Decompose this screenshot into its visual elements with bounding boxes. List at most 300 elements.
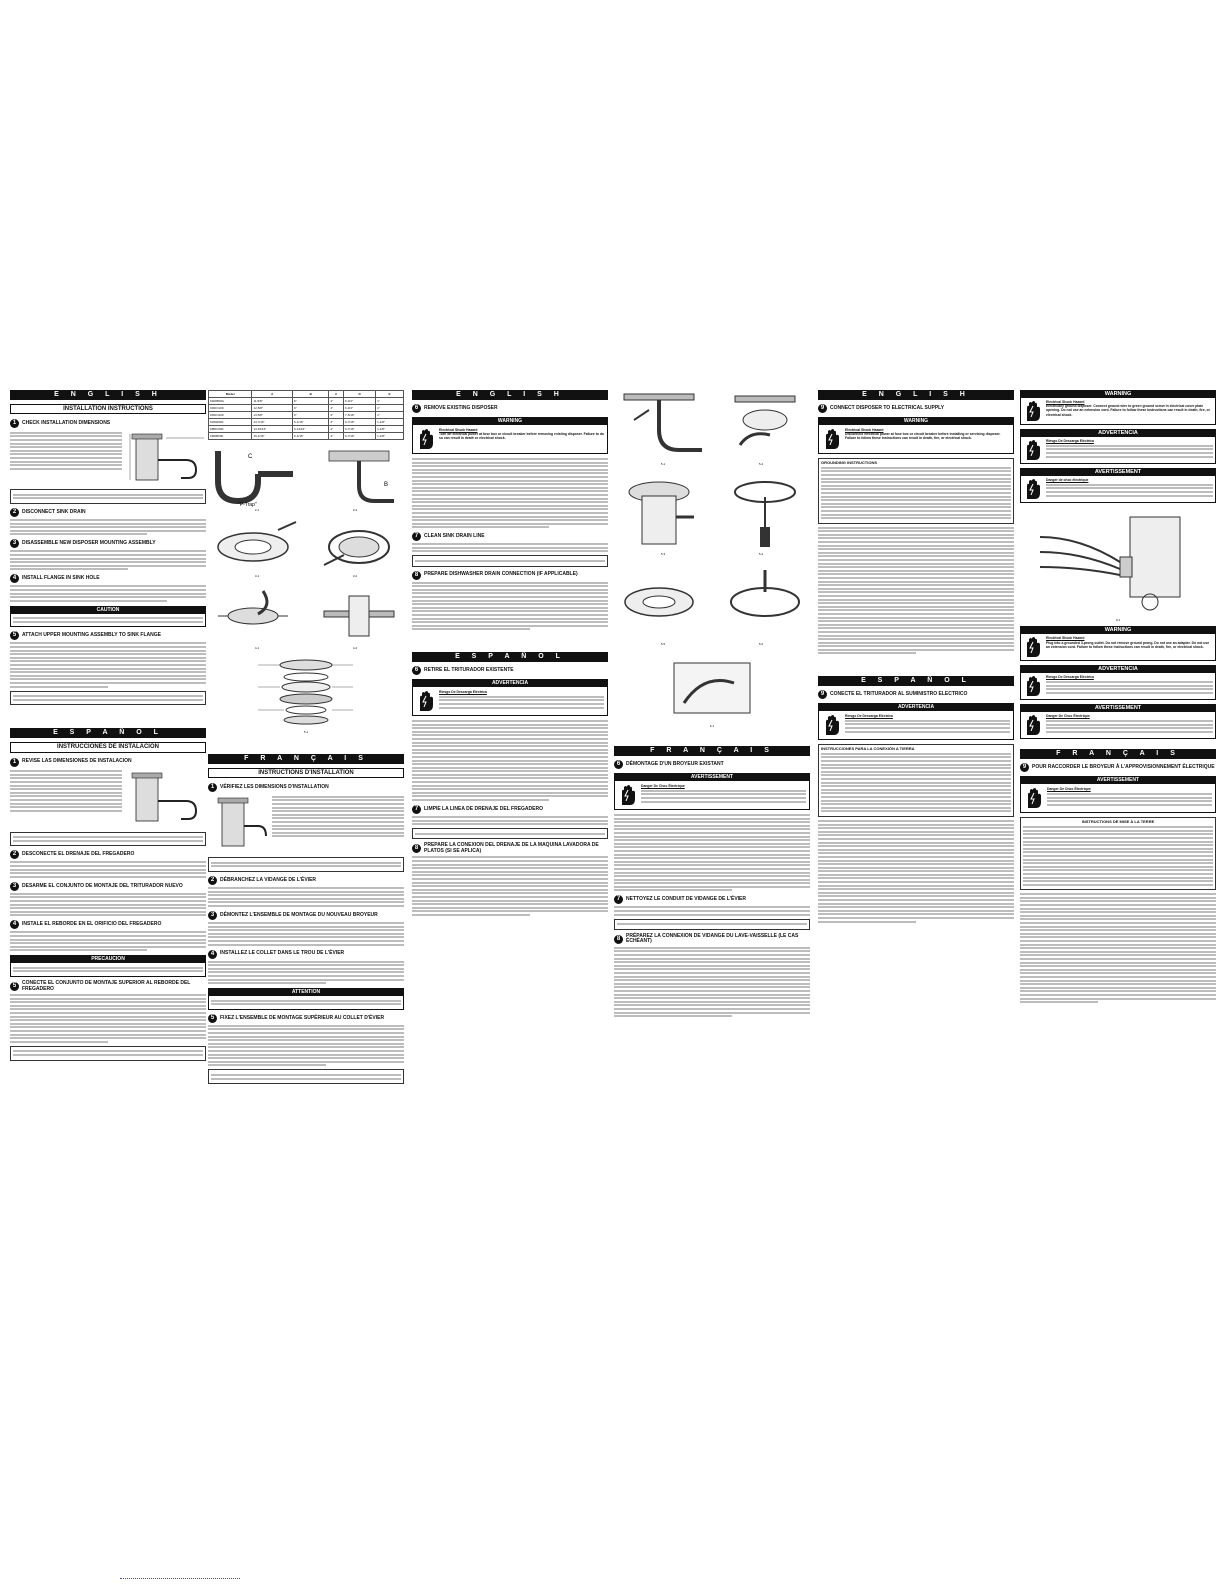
warning-header: AVERTISSEMENT <box>615 774 809 781</box>
warning-box <box>412 417 608 454</box>
step-number: 2 <box>208 876 217 885</box>
warning-header: WARNING <box>1021 391 1215 398</box>
figure-labels <box>208 574 404 578</box>
hazard-title: Danger De Choc Électrique <box>1046 714 1090 719</box>
figure-label: 2-1 <box>254 508 260 512</box>
step-number: 3 <box>10 882 19 891</box>
warning-box <box>412 679 608 716</box>
figure-label: 4-2 <box>352 646 358 651</box>
p-trap-label: "P-Trap" <box>238 502 257 508</box>
column-english-1 <box>10 390 206 1064</box>
step-1-fr <box>208 783 404 792</box>
language-header: E S P A Ñ O L <box>10 728 206 738</box>
step-4 <box>10 574 206 583</box>
step-3-es <box>10 882 206 891</box>
table-header: B <box>293 391 329 398</box>
step-title: PRÉPAREZ LA CONNEXION DE VIDANGE DU LAVE-VAISSELLE (LE CAS ÉCHÉANT) <box>626 932 799 945</box>
step-number: 2 <box>10 850 19 859</box>
text-block <box>614 906 810 915</box>
caution-box <box>10 606 206 628</box>
step-number: 3 <box>10 539 19 548</box>
step-number: 5 <box>208 1014 217 1023</box>
text-block <box>10 994 206 1043</box>
table-cell: 4" <box>329 405 344 412</box>
hazard-title: Riesgo De Descarga Eléctrica <box>845 714 893 719</box>
drain-line-cleaning-diagram <box>614 653 810 723</box>
flange-disassembly-diagram <box>208 520 298 574</box>
step-title: DÉBRANCHEZ LA VIDANGE DE L'ÉVIER <box>220 876 317 883</box>
electrical-wiring-diagram <box>1020 507 1216 617</box>
dimension-table <box>208 390 404 440</box>
warning-header: AVERTISSEMENT <box>1021 705 1215 712</box>
table-body <box>209 398 404 440</box>
putty-flange-diagram <box>208 586 298 646</box>
step-title: INSTALL FLANGE IN SINK HOLE <box>22 575 100 582</box>
mounting-assembly-exploded-diagram <box>208 655 404 729</box>
step-number: 2 <box>10 508 19 517</box>
warning-box <box>1020 468 1216 503</box>
text-block <box>1020 893 1216 1003</box>
hazard-title: Electrical Shock Hazard <box>439 428 478 432</box>
figure-labels <box>208 646 404 650</box>
figure-label: 5-4 <box>758 552 764 557</box>
step-5 <box>10 631 206 640</box>
step-number: 9 <box>818 690 827 699</box>
shock-hand-icon <box>1023 400 1043 422</box>
step-number: 4 <box>208 950 217 959</box>
caution-header: ATTENTION <box>209 989 403 996</box>
text-block <box>614 814 810 891</box>
hazard-title: Danger De Choc Électrique <box>641 784 685 789</box>
table-cell: 4" <box>329 426 344 433</box>
text-block <box>10 585 206 601</box>
step-6 <box>412 404 608 413</box>
note-box <box>614 919 810 930</box>
table-cell: 4" <box>329 398 344 405</box>
grounding-box <box>818 744 1014 817</box>
figure-label: 5-3 <box>660 552 666 557</box>
step-9-fr <box>1020 763 1216 772</box>
table-cell: KDDC20K <box>209 412 252 419</box>
note-box <box>10 489 206 504</box>
hazard-title: Riesgo De Descarga Eléctrica <box>1046 439 1094 443</box>
warning-header: AVERTISSEMENT <box>1021 777 1215 784</box>
step-title: PREPARE LA CONEXION DEL DRENAJE DE LA MAQUINA LAVADORA DE PLATOS (SI SE APLICA) <box>424 842 599 854</box>
shock-hand-icon <box>1023 439 1043 461</box>
warning-header: AVERTISSEMENT <box>1021 469 1215 476</box>
table-cell: 1" <box>376 398 404 405</box>
step-2-fr <box>208 876 404 885</box>
figure-row <box>614 472 810 552</box>
step-number: 7 <box>614 895 623 904</box>
warning-box <box>1020 776 1216 813</box>
p-trap-diagram <box>208 446 298 508</box>
step-title: DISCONNECT SINK DRAIN <box>22 508 86 515</box>
hazard-text: Electrically ground disposer. Connect ground wire to green ground screw in electrical cover plate opening. Do not use an extension cord. Failure to follow these instructions can result in death, fire, or electrical shock. <box>1046 404 1210 417</box>
table-cell: 6-3/4" <box>344 405 376 412</box>
figure-label: 5-1 <box>303 729 309 734</box>
step-title: CLEAN SINK DRAIN LINE <box>424 533 485 540</box>
step-number: 8 <box>412 571 421 580</box>
table-cell: KDDC10K <box>209 405 252 412</box>
shock-hand-icon <box>416 428 436 450</box>
section-title: INSTRUCTIONS D'INSTALLATION <box>208 768 404 778</box>
note-box <box>208 857 404 872</box>
hazard-title: Danger De Choc Électrique <box>1047 787 1091 792</box>
table-cell: 13-15/16" <box>252 426 293 433</box>
figure-labels <box>614 462 810 466</box>
step-number: 3 <box>208 911 217 920</box>
table-cell: 6-1/16" <box>293 419 329 426</box>
warning-box <box>1020 665 1216 700</box>
step-2 <box>10 508 206 517</box>
table-cell: 6-13/16" <box>293 426 329 433</box>
step-number: 8 <box>412 844 421 853</box>
table-cell: 1" <box>376 405 404 412</box>
step-4-es <box>10 920 206 929</box>
table-cell: 6-3/4" <box>344 398 376 405</box>
text-block <box>10 430 122 486</box>
shock-hand-icon <box>1023 675 1043 697</box>
text-block <box>412 458 608 528</box>
warning-header: ADVERTENCIA <box>819 704 1013 711</box>
step-1-es <box>10 758 206 767</box>
shock-hand-icon <box>1023 478 1043 500</box>
step-title: NETTOYEZ LE CONDUIT DE VIDANGE DE L'ÉVIER <box>626 896 746 903</box>
shock-hand-icon <box>1023 636 1043 658</box>
table-cell: 4" <box>329 419 344 426</box>
figure-row <box>614 562 810 642</box>
table-cell: 1" <box>376 412 404 419</box>
table-cell: 13-7/16" <box>252 419 293 426</box>
figure-label: 4-1 <box>254 646 260 651</box>
text-block <box>412 720 608 801</box>
flange-push-diagram <box>720 562 810 642</box>
step-title: FIXEZ L'ENSEMBLE DE MONTAGE SUPÉRIEUR AU COLLET D'ÉVIER <box>220 1014 385 1021</box>
shock-hand-icon <box>416 690 436 712</box>
table-row <box>209 405 404 412</box>
section-title: INSTRUCCIONES DE INSTALACION <box>10 742 206 752</box>
step-3-fr <box>208 911 404 920</box>
hazard-text: Turn off electrical power at fuse box or circuit breaker before removing existing disposer. Failure to do so can result in death or electrical shock. <box>439 432 604 441</box>
hazard-text: Disconnect electrical power at fuse box or circuit breaker before installing or servicing disposer. Failure to follow these instructions can result in death, fire, or electrical shock. <box>845 432 1001 441</box>
step-number: 5 <box>10 631 19 640</box>
svg-text:C: C <box>248 454 253 460</box>
step-6-fr <box>614 760 810 769</box>
table-header-row <box>209 391 404 398</box>
section-title: INSTALLATION INSTRUCTIONS <box>10 404 206 414</box>
shock-hand-icon <box>618 784 638 806</box>
table-cell: 6-7/16" <box>344 419 376 426</box>
step-title: DÉMONTAGE D'UN BROYEUR EXISTANT <box>626 760 724 767</box>
table-cell: 13-5/8" <box>252 412 293 419</box>
warning-header: ADVERTENCIA <box>1021 666 1215 673</box>
grounding-title: INSTRUCCIONES PARA LA CONEXIÓN A TIERRA <box>821 746 915 752</box>
table-cell: 12-5/8" <box>252 405 293 412</box>
note-box <box>208 1069 404 1084</box>
table-cell: KBDC60K <box>209 426 252 433</box>
step-1-es-body <box>10 769 206 829</box>
figure-label: 5-2 <box>758 462 764 466</box>
table-cell: 4" <box>329 412 344 419</box>
sink-drain-diagram <box>314 446 404 508</box>
text-block <box>10 642 206 687</box>
table-cell: 11-5/8" <box>252 398 293 405</box>
text-block <box>208 961 404 985</box>
step-9-es <box>818 690 1014 699</box>
table-cell: 6-7/16" <box>344 433 376 440</box>
table-header: E <box>376 391 404 398</box>
step-1-fr-body <box>208 794 404 854</box>
step-4-fr <box>208 950 404 959</box>
step-number: 4 <box>10 920 19 929</box>
warning-header: WARNING <box>1021 627 1215 634</box>
table-cell: 6-1/16" <box>293 433 329 440</box>
step-5-es <box>10 981 206 992</box>
hazard-title: Danger de choc électrique <box>1046 478 1089 482</box>
step-title: DÉMONTEZ L'ENSEMBLE DE MONTAGE DU NOUVEAU BROYEUR <box>220 911 378 918</box>
step-2-es <box>10 850 206 859</box>
text-block <box>10 931 206 951</box>
text-block <box>208 922 404 946</box>
warning-header: WARNING <box>413 418 607 425</box>
text-block <box>10 769 122 829</box>
step-8-es <box>412 843 608 854</box>
column-figures-1 <box>208 390 404 1087</box>
text-block <box>614 947 810 1017</box>
warning-header: WARNING <box>819 418 1013 425</box>
step-number: 7 <box>412 805 421 814</box>
hazard-title: Electrical Shock Hazard <box>1046 400 1085 404</box>
step-title: LIMPIE LA LINEA DE DRENAJE DEL FREGADERO <box>424 805 543 812</box>
table-cell: KBDB50K <box>209 433 252 440</box>
table-cell: 4" <box>329 433 344 440</box>
step-title: CHECK INSTALLATION DIMENSIONS <box>22 419 111 426</box>
step-title: CONECTE EL TRITURADOR AL SUMINISTRO ELECTRICO <box>830 690 968 697</box>
language-header: E N G L I S H <box>412 390 608 400</box>
column-warnings <box>1020 390 1216 1005</box>
table-cell: 1-1/8" <box>376 419 404 426</box>
hazard-text: Plug into a grounded 3-prong outlet. Do not remove ground prong. Do not use an adapter. Do not use an extension cord. Failure to follow these instructions can result in death, fire, or electrical shock. <box>1046 640 1210 649</box>
table-header: Model <box>209 391 252 398</box>
table-cell: KDDB50G <box>209 398 252 405</box>
note-box <box>412 828 608 839</box>
step-5-fr <box>208 1014 404 1023</box>
column-figures-2 <box>614 390 810 1019</box>
table-cell: 7-5/16" <box>344 412 376 419</box>
grounding-title: GROUNDING INSTRUCTIONS <box>821 460 877 465</box>
step-number: 6 <box>614 760 623 769</box>
shock-hand-icon <box>1024 787 1044 809</box>
note-box <box>10 691 206 706</box>
step-number: 1 <box>10 758 19 767</box>
text-block <box>818 527 1014 655</box>
note-box <box>10 832 206 847</box>
figure-row <box>208 586 404 646</box>
hazard-title: Electrical Shock Hazard <box>1046 636 1085 641</box>
figure-label: 9-1 <box>1115 618 1121 623</box>
step-6-es <box>412 666 608 675</box>
warning-box <box>818 417 1014 454</box>
table-header: D <box>344 391 376 398</box>
table-cell: 6" <box>293 405 329 412</box>
mounting-ring-diagram <box>614 472 704 552</box>
table-cell: 15-1/16" <box>252 433 293 440</box>
text-block <box>412 816 608 825</box>
text-block <box>818 820 1014 923</box>
flange-removal-diagram <box>614 562 704 642</box>
language-header: F R A N Ç A I S <box>614 746 810 756</box>
language-header: F R A N Ç A I S <box>208 754 404 764</box>
column-english-2 <box>412 390 608 918</box>
figure-label: 3-2 <box>352 574 358 579</box>
step-8-fr <box>614 934 810 945</box>
text-block <box>10 519 206 535</box>
step-title: RETIRE EL TRITURADOR EXISTENTE <box>424 666 514 673</box>
text-block <box>412 582 608 631</box>
shock-hand-icon <box>822 428 842 450</box>
warning-box <box>818 703 1014 740</box>
table-cell: 6" <box>293 412 329 419</box>
language-header: E S P A Ñ O L <box>412 652 608 662</box>
caution-box <box>10 955 206 977</box>
shock-hand-icon <box>822 714 842 736</box>
figure-label: 3-1 <box>254 574 260 579</box>
disposer-dimension-diagram <box>208 794 268 854</box>
table-header: A <box>252 391 293 398</box>
table-cell: 6" <box>293 398 329 405</box>
text-block <box>272 794 404 854</box>
text-block <box>10 550 206 570</box>
warning-box <box>1020 626 1216 661</box>
caution-header: CAUTION <box>11 607 205 614</box>
step-number: 7 <box>412 532 421 541</box>
warning-box <box>1020 704 1216 739</box>
step-number: 4 <box>10 574 19 583</box>
step-7-fr <box>614 895 810 904</box>
text-block <box>10 893 206 917</box>
figure-labels <box>614 642 810 646</box>
note-box <box>412 555 608 566</box>
step-title: PREPARE DISHWASHER DRAIN CONNECTION (IF APPLICABLE) <box>424 571 578 578</box>
step-9 <box>818 404 1014 413</box>
snap-ring-diagram <box>314 520 404 574</box>
step-number: 9 <box>818 404 827 413</box>
step-number: 8 <box>614 935 623 944</box>
grounding-box <box>818 458 1014 524</box>
grounding-box <box>1020 817 1216 890</box>
step-3 <box>10 539 206 548</box>
disposer-dimension-diagram <box>126 430 206 486</box>
language-header: E N G L I S H <box>818 390 1014 400</box>
note-box <box>10 1046 206 1061</box>
table-cell: 1-1/8" <box>376 426 404 433</box>
step-title: VÉRIFIEZ LES DIMENSIONS D'INSTALLATION <box>220 783 329 790</box>
step-number: 6 <box>412 666 421 675</box>
step-title: DESARME EL CONJUNTO DE MONTAJE DEL TRITURADOR NUEVO <box>22 882 183 889</box>
text-block <box>208 887 404 907</box>
column-english-3 <box>818 390 1014 924</box>
caution-box <box>208 988 404 1010</box>
svg-text:B: B <box>384 482 389 488</box>
step-number: 1 <box>208 783 217 792</box>
table-row <box>209 433 404 440</box>
table-header: C <box>329 391 344 398</box>
step-1-body <box>10 430 206 486</box>
step-number: 6 <box>412 404 421 413</box>
flange-insert-diagram <box>314 586 404 646</box>
step-number: 9 <box>1020 763 1029 772</box>
text-block <box>10 861 206 877</box>
figure-label: 6-1 <box>709 723 715 728</box>
text-block <box>412 856 608 916</box>
hazard-title: Electrical Shock Hazard <box>845 428 884 432</box>
shock-hand-icon <box>1023 714 1043 736</box>
table-row <box>209 412 404 419</box>
step-title: DESCONECTE EL DRENAJE DEL FREGADERO <box>22 851 135 858</box>
caution-header: PRECAUCION <box>11 956 205 963</box>
table-row <box>209 398 404 405</box>
warning-box <box>1020 429 1216 464</box>
figure-row <box>614 390 810 462</box>
language-header: E S P A Ñ O L <box>818 676 1014 686</box>
step-title: REMOVE EXISTING DISPOSER <box>424 404 498 411</box>
table-cell: 6-7/16" <box>344 426 376 433</box>
figure-labels <box>614 552 810 556</box>
language-header: E N G L I S H <box>10 390 206 400</box>
figure-labels <box>208 508 404 512</box>
step-title: CONNECT DISPOSER TO ELECTRICAL SUPPLY <box>830 404 945 411</box>
table-row <box>209 426 404 433</box>
figure-label: 5-5 <box>660 642 666 647</box>
language-header: F R A N Ç A I S <box>1020 749 1216 759</box>
figure-row <box>208 446 404 508</box>
figure-label: 5-1 <box>660 462 666 466</box>
text-block <box>208 1025 404 1067</box>
step-title: DISASSEMBLE NEW DISPOSER MOUNTING ASSEMBLY <box>22 540 156 547</box>
figure-label: 2-2 <box>352 508 358 512</box>
warning-header: ADVERTENCIA <box>413 680 607 687</box>
step-title: INSTALE EL REBORDE EN EL ORIFICIO DEL FREGADERO <box>22 921 162 928</box>
table-cell: 1-1/8" <box>376 433 404 440</box>
hand-turning-disposer-diagram <box>720 390 810 462</box>
footer-link-line <box>120 1578 240 1579</box>
warning-box <box>1020 390 1216 425</box>
warning-box <box>614 773 810 810</box>
step-title: CONECTE EL CONJUNTO DE MONTAJE SUPERIOR AL REBORDE DEL FREGADERO <box>22 980 191 992</box>
step-number: 5 <box>10 982 19 991</box>
step-title: ATTACH UPPER MOUNTING ASSEMBLY TO SINK FLANGE <box>22 632 161 639</box>
step-title: REVISE LAS DIMENSIONES DE INSTALACION <box>22 758 132 765</box>
step-1 <box>10 419 206 428</box>
screwdriver-diagram <box>720 472 810 552</box>
step-title: INSTALLEZ LE COLLET DANS LE TROU DE L'ÉVIER <box>220 950 345 957</box>
step-7 <box>412 532 608 541</box>
disposer-dimension-diagram <box>126 769 206 829</box>
table-cell: KDDE50K <box>209 419 252 426</box>
step-7-es <box>412 805 608 814</box>
figure-row <box>208 520 404 574</box>
hazard-title: Riesgo De Descarga Eléctrica <box>1046 675 1094 680</box>
disposer-removal-diagram <box>614 390 704 462</box>
grounding-title: INSTRUCTIONS DE MISE À LA TERRE <box>1081 819 1155 825</box>
table-row <box>209 419 404 426</box>
text-block <box>412 543 608 552</box>
step-number: 1 <box>10 419 19 428</box>
step-title: POUR RACCORDER LE BROYEUR À L'APPROVISIONNEMENT ÉLECTRIQUE <box>1032 764 1215 771</box>
step-8 <box>412 571 608 580</box>
figure-label: 5-6 <box>758 642 764 647</box>
